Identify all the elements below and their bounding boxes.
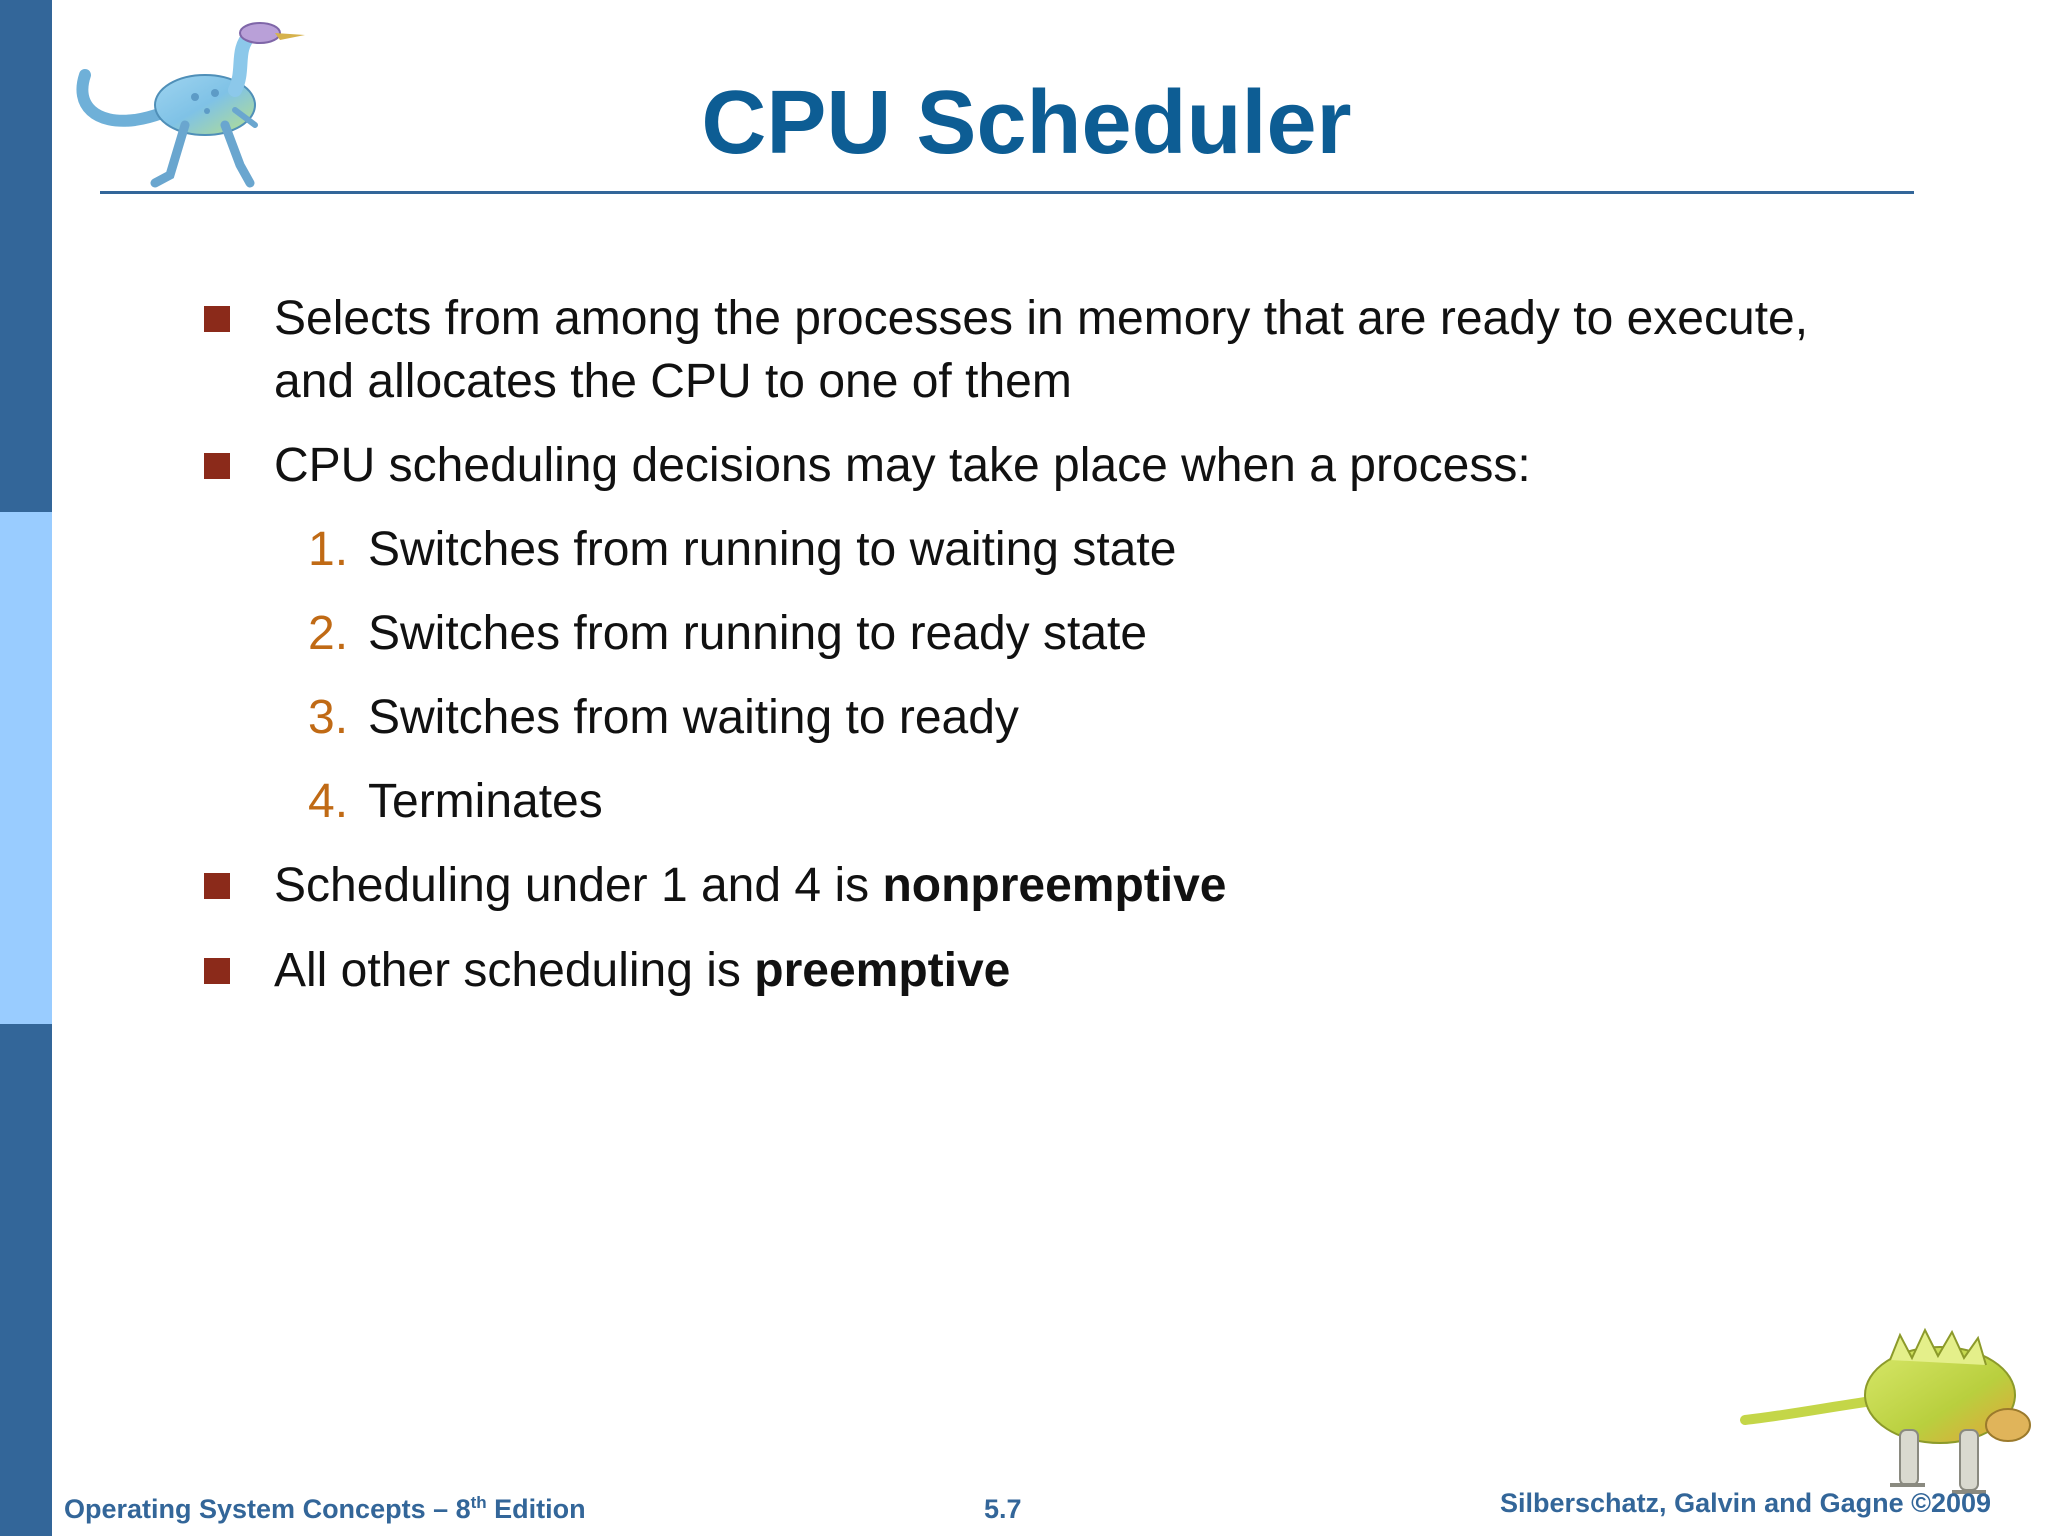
bullet-text: All other scheduling is [274,944,755,997]
bullet-text-line: and allocates the CPU to one of them [274,355,1072,408]
dinosaur-bottom-icon [1740,1320,2040,1505]
item-text: Terminates [368,775,603,828]
footer-authors: Silberschatz, Galvin and Gagne ©2009 [1500,1488,1992,1518]
numbered-item [308,518,1176,581]
numbered-item [308,770,603,833]
item-text: Switches from running to ready state [368,607,1148,660]
bullet-marker [204,306,230,332]
bullet-emphasis: preemptive [754,944,1011,997]
footer-book-title-sup: th [470,1493,487,1512]
item-number: 2. [308,607,349,660]
footer-book-title-main: Operating System Concepts – 8 [64,1494,471,1524]
item-text: Switches from running to waiting state [368,523,1177,576]
numbered-item [308,686,1019,749]
bullet-text-line: CPU scheduling decisions may take place when a process: [274,439,1531,492]
bullet-text: Scheduling under 1 and 4 is [274,859,883,912]
bullet-item [274,854,1954,917]
bullet-text-line: Selects from among the processes in memory that are ready to execute, [274,292,1809,345]
footer-page-number: 5.7 [984,1494,1022,1524]
bullet-marker [204,873,230,899]
footer-book-title [64,1494,586,1525]
item-number: 4. [308,775,349,828]
bullet-emphasis: nonpreemptive [882,859,1227,912]
item-number: 3. [308,691,349,744]
bullet-marker [204,958,230,984]
item-number: 1. [308,523,349,576]
bullet-item [274,287,1954,413]
bullet-marker [204,453,230,479]
slide-title: CPU Scheduler [701,73,1352,173]
footer-book-title-end: Edition [486,1494,586,1524]
bullet-item [274,434,1954,497]
numbered-item [308,602,1147,665]
bullet-item [274,939,1954,1002]
item-text: Switches from waiting to ready [368,691,1019,744]
